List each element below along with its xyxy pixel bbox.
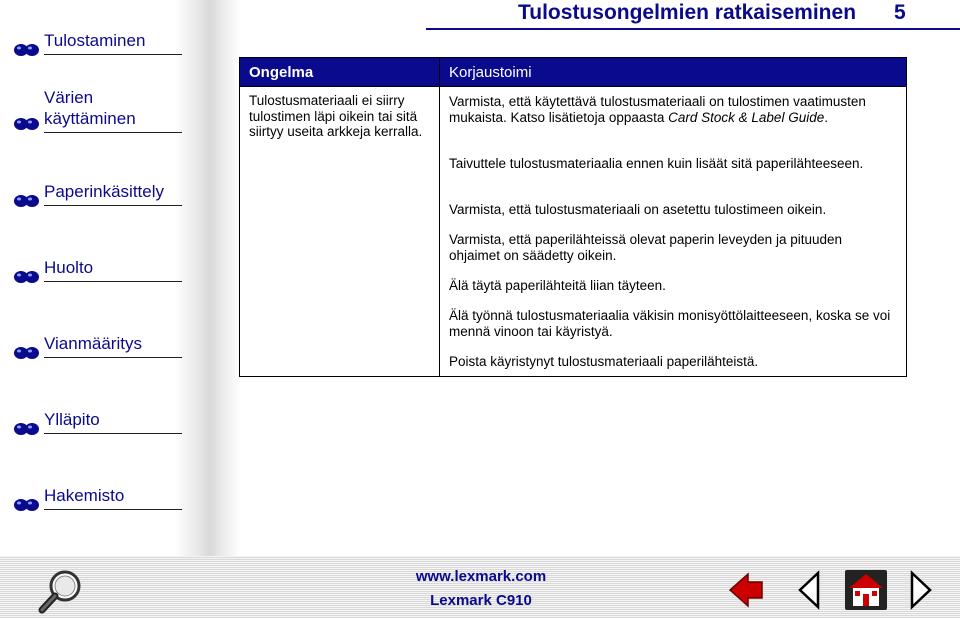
sidebar-item-label: Huolto — [44, 258, 94, 277]
action-item: Varmista, että tulostusmateriaali on asetettu tulostimeen oikein. — [449, 202, 827, 217]
sidebar-item-tulostaminen[interactable] — [12, 30, 182, 66]
sidebar-item-yllapito[interactable] — [12, 409, 182, 445]
divider — [44, 205, 182, 206]
action-item — [449, 94, 894, 125]
action-item: Älä työnnä tulostusmateriaalia väkisin monisyöttölaitteeseen, koska se voi mennä vinoon tai käyristyä. — [449, 308, 891, 339]
dot-bullet-icon — [12, 267, 42, 287]
divider — [44, 509, 182, 510]
divider — [44, 433, 182, 434]
table-header — [240, 58, 906, 87]
magnifier-search-icon[interactable] — [36, 568, 84, 614]
sidebar-item-paperinkasittely[interactable] — [12, 181, 182, 217]
guide-title: Card Stock & Label Guide — [668, 109, 825, 125]
sidebar-item-label: Paperinkäsittely — [44, 182, 165, 201]
divider — [44, 281, 182, 282]
problem-cell: Tulostusmateriaali ei siirry tulostimen läpi oikein tai sitä siirtyy useita arkkeja kerralla. — [249, 93, 423, 139]
sidebar-item-varien-kayttaminen[interactable] — [12, 87, 182, 135]
sidebar-item-label: Vianmääritys — [44, 334, 142, 353]
divider — [44, 357, 182, 358]
page-number: 5 — [894, 1, 906, 24]
action-item: Taivuttele tulostusmateriaalia ennen kuin lisäät sitä paperilähteeseen. — [449, 156, 864, 171]
sidebar-item-label: Tulostaminen — [44, 31, 146, 50]
column-header-action: Korjaustoimi — [449, 64, 532, 81]
previous-page-icon[interactable] — [796, 570, 822, 610]
home-icon[interactable] — [843, 568, 889, 612]
dot-bullet-icon — [12, 419, 42, 439]
sidebar-item-vianmaaritys[interactable] — [12, 333, 182, 369]
divider — [44, 132, 182, 133]
footer-url-link[interactable]: www.lexmark.com — [415, 568, 547, 585]
sidebar-item-huolto[interactable] — [12, 257, 182, 293]
page-title: Tulostusongelmien ratkaiseminen — [518, 1, 857, 24]
dot-bullet-icon — [12, 343, 42, 363]
action-text: . — [824, 109, 828, 125]
footer-product-name: Lexmark C910 — [430, 592, 532, 609]
header-divider — [426, 28, 960, 30]
dot-bullet-icon — [12, 191, 42, 211]
sidebar — [0, 0, 240, 556]
action-item: Varmista, että paperilähteissä olevat paperin leveyden ja pituuden ohjaimet on säädetty oikein. — [449, 232, 842, 263]
action-item: Älä täytä paperilähteitä liian täyteen. — [449, 278, 666, 293]
sidebar-item-label: Värien käyttäminen — [44, 88, 136, 128]
sidebar-item-hakemisto[interactable] — [12, 485, 182, 521]
divider — [44, 54, 182, 55]
next-page-icon[interactable] — [908, 570, 934, 610]
dot-bullet-icon — [12, 495, 42, 515]
sidebar-item-label: Ylläpito — [44, 410, 100, 429]
action-text: Varmista, että käytettävä tulostusmateriaali on tulostimen vaatimusten mukaista. Katso lisätietoja oppaasta — [449, 94, 866, 125]
troubleshooting-table — [239, 57, 907, 377]
action-item: Poista käyristynyt tulostusmateriaali paperilähteistä. — [449, 354, 759, 369]
column-header-problem: Ongelma — [249, 64, 314, 81]
sidebar-item-label: Hakemisto — [44, 486, 125, 505]
column-divider — [439, 58, 440, 376]
dot-bullet-icon — [12, 114, 42, 134]
dot-bullet-icon — [12, 40, 42, 60]
footer — [0, 556, 960, 618]
back-arrow-icon[interactable] — [726, 570, 766, 610]
